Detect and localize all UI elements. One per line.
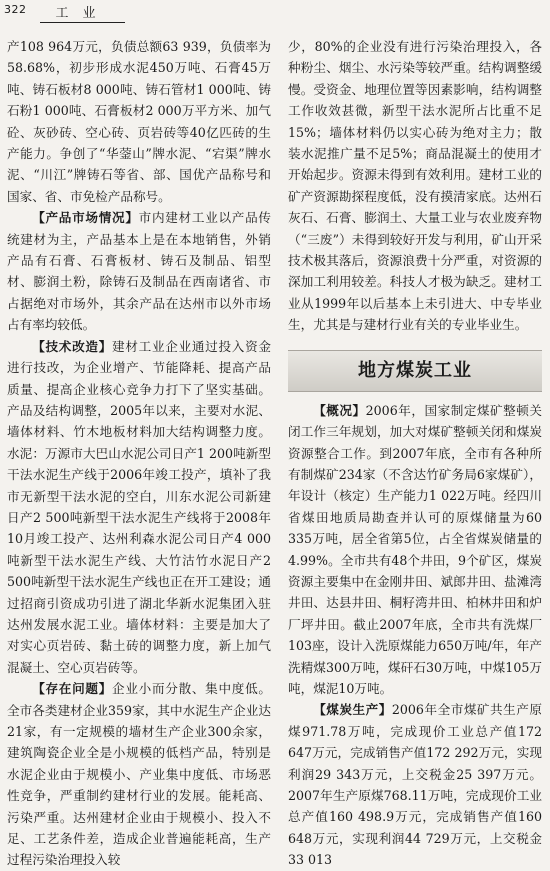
market-text: 市内建材工业以产品传统建材为主，产品基本上是在本地销售，外销产品有石膏、石膏板材、铸石及制品、铝型材、膨润土粉，除铸石及制品在西南诸省、市占据绝对市场外，其余产品在达州市以外市场占有率均较低。 <box>7 210 272 333</box>
production-paragraph <box>288 699 542 870</box>
tech-heading: 【技术改造】 <box>32 338 113 354</box>
page-header <box>0 0 550 26</box>
production-heading: 【煤炭生产】 <box>313 702 392 718</box>
tech-text: 建材工业企业通过投入资金进行技改，为企业增产、节能降耗、提高产品质量、提高企业核心竞争力打下了坚实基础。产品及结构调整，2005年以来，主要对水泥、墙体材料、竹木地板材料加大结构调整力度。水泥：万源市大巴山水泥公司日产1 200吨新型干法水泥生产线于2006年竣工投产，填补了我市无新型干法水泥的空白，川东水泥公司新建日产2 500吨新型干法水泥生产线将于2008年10月竣工投产、达州利森水泥公司日产4 000吨新型干法水泥生产线、大竹沽竹水泥日产2 500吨新型干法水泥生产线也正在开工建设；通过招商引资成功引进了湖北华新水泥集团入驻达州发展水泥工业。墙体材料：主要是加大了对实心页岩砖、黏土砖的调整力度，新上加气混凝土、空心页岩砖等。 <box>7 338 272 675</box>
problem-paragraph <box>7 678 271 871</box>
overview-paragraph <box>288 400 542 700</box>
market-paragraph <box>7 207 271 335</box>
left-column <box>7 36 272 868</box>
section-banner: 地方煤炭工业 <box>288 350 542 392</box>
overview-text: 2006年，国家制定煤矿整顿关闭工作三年规划，加大对煤矿整顿关闭和煤炭资源整合工作。到2007年底，全市有各种所有制煤矿234家（不含达竹矿务局6家煤矿），年设计（核定）生产能力1 022万吨。经四川省煤田地质局勘查并认可的原煤储量为60 335万吨，居全省第5位，占全省煤炭储量的4.99%。全市共有48个井田，9个矿区，煤炭资源主要集中在金刚井田、斌郎井田、盐滩湾井田、达县井田、桐籽湾井田、柏林井田和炉厂坪井田。截止2007年底，全市共有洗煤厂103座，设计入洗原煤能力650万吨/年，年产洗精煤300万吨，煤矸石30万吨，中煤105万吨，煤泥10万吨。 <box>288 402 542 696</box>
intro-paragraph: 产108 964万元，负债总额63 939，负债率为58.68%，初步形成水泥450万吨、石膏45万吨、铸石板材8 000吨、铸石管材1 000吨、铸石粉1 000吨、石膏板材2 000万平方米、加气砼、灰砂砖、空心砖、页岩砖等40亿匹砖的生产能力。争创了“华蓥山”牌水泥、“宕渠”牌水泥、“川江”牌铸石等省、部、国优产品称号和国家、省、市免检产品称号。 <box>7 39 271 204</box>
problem-text: 企业小而分散、集中度低。全市各类建材企业359家，其中水泥生产企业达21家，有一定规模的墙材生产企业300余家，建筑陶瓷企业全是小规模的低档产品，特别是水泥企业由于规模小、产业集中度低、市场恶性竞争，严重制约建材行业的发展。能耗高、污染严重。达州建材企业由于规模小、投入不足、工艺条件差，造成企业普遍能耗高，生产过程污染治理投入较 <box>7 681 272 868</box>
overview-heading: 【概况】 <box>313 402 366 418</box>
page-number: 322 <box>4 3 27 16</box>
tech-paragraph <box>7 336 271 679</box>
problem-heading: 【存在问题】 <box>32 681 113 697</box>
right-column <box>288 36 542 868</box>
continued-paragraph: 少，80%的企业没有进行污染治理投入，各种粉尘、烟尘、水污染等较严重。结构调整缓慢。受资金、地理位置等因素影响，结构调整工作收效甚微，新型干法水泥所占比重不足15%；墙体材料仍以实心砖为绝对主力；散装水泥推广量不足5%；商品混凝土的使用才开始起步。资源未得到有效利用。建材工业的矿产资源勘探程度低，没有摸清家底。达州石灰石、石膏、膨润土、大量工业与农业废弃物（“三废”）未得到较好开发与利用，矿山开采技术极其落后，资源浪费十分严重，对资源的深加工利用较差。科技人才极为缺乏。建材工业从1999年以后基本上未引进大、中专毕业生，尤其是与建材行业有关的专业毕业生。 <box>288 39 542 333</box>
section-title: 工业 <box>40 2 125 23</box>
market-heading: 【产品市场情况】 <box>32 210 139 226</box>
production-text: 2006年全市煤矿共生产原煤971.78万吨，完成现价工业总产值172 647万元，完成销售产值172 292万元，实现利润29 343万元，上交税金25 397万元。2007年生产原煤768.11万吨，完成现价工业总产值160 498.9万元，完成销售产值160 648万元，实现利润44 729万元，上交税金33 013 <box>288 702 542 868</box>
